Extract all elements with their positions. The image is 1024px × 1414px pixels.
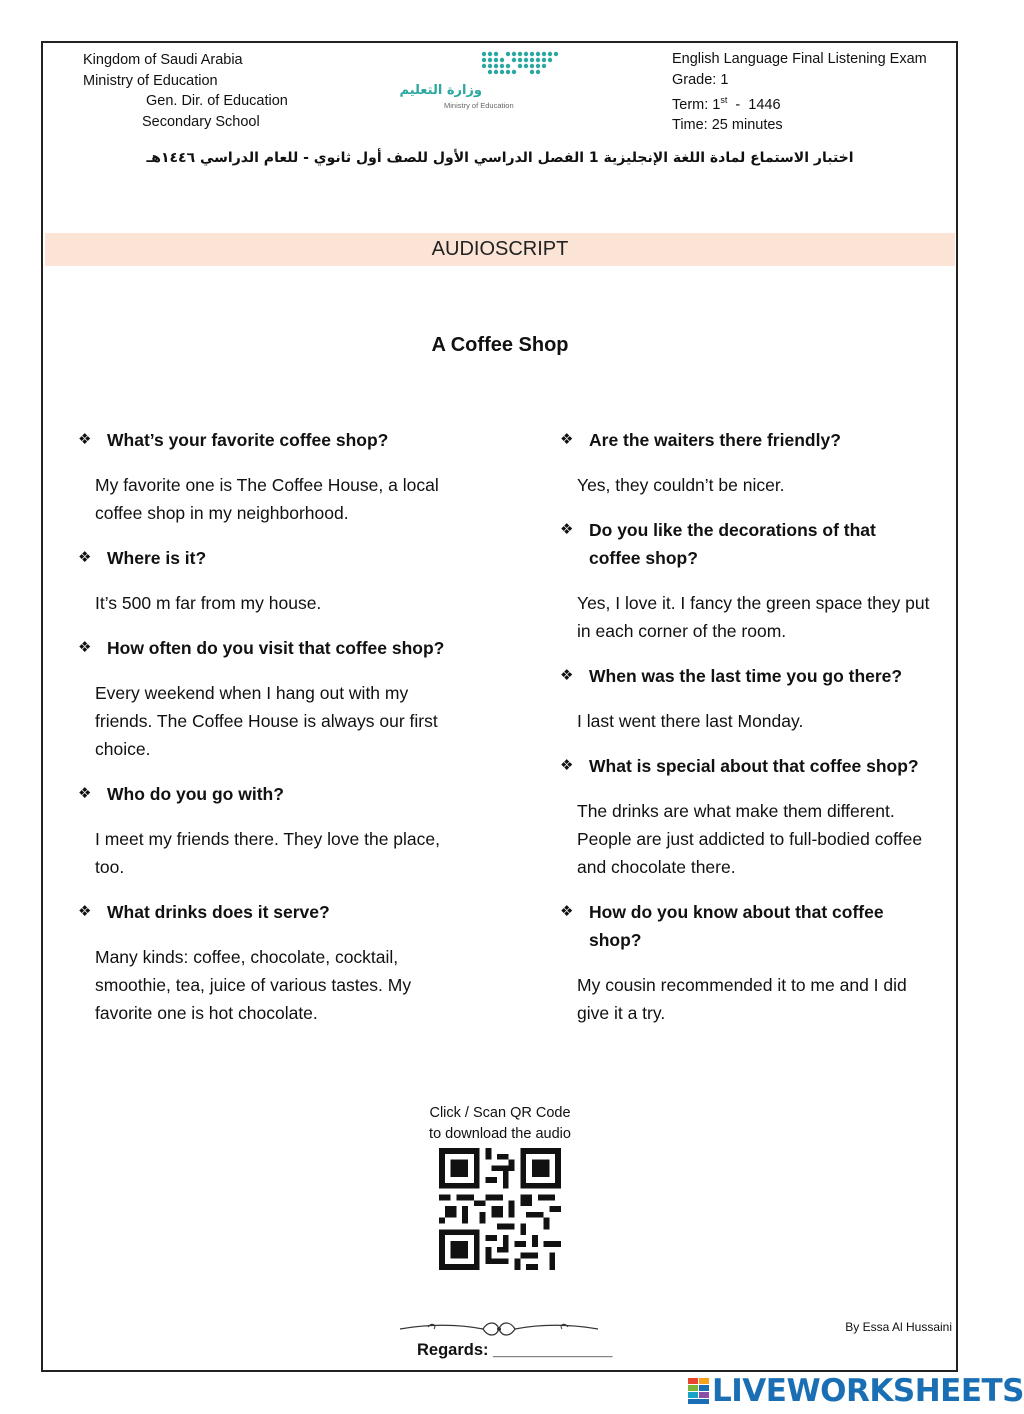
answer: I meet my friends there. They love the place, too. [95,829,440,877]
answer: Many kinds: coffee, chocolate, cocktail, smoothie, tea, juice of various tastes. My favorite one is hot chocolate. [95,947,412,1023]
logo-arabic: وزارة التعليم [399,83,482,98]
answer: My favorite one is The Coffee House, a local coffee shop in my neighborhood. [95,475,439,523]
logo-english: Ministry of Education [444,101,514,110]
question: ❖ Are the waiters there friendly? [560,426,930,454]
diamond-bullet-icon: ❖ [560,521,574,538]
answer: I last went there last Monday. [577,711,804,731]
arabic-exam-title: اختبار الاستماع لمادة اللغة الإنجليزية 1 الفصل الدراسي الأول للصف أول ثانوي - للعام الدراسي ١٤٤٦هـ [146,150,854,166]
answer: Yes, they couldn’t be nicer. [577,475,785,495]
qr-caption: Click / Scan QR Code to download the audio [429,1105,571,1142]
answer: My cousin recommended it to me and I did give it a try. [577,975,907,1023]
diamond-bullet-icon: ❖ [78,431,92,448]
question: ❖ How often do you visit that coffee shop? [78,634,448,662]
question: ❖ Do you like the decorations of that coffee shop? [560,516,930,572]
left-column [78,426,448,1044]
answer: Yes, I love it. I fancy the green space they put in each corner of the room. [577,593,930,641]
header-ministry: Ministry of Education [83,72,218,89]
exam-time: Time: 25 minutes [672,117,783,134]
diamond-bullet-icon: ❖ [560,431,574,448]
author-byline: By Essa Al Hussaini [845,1320,952,1334]
answer: The drinks are what make them different. People are just addicted to full-bodied coffee and chocolate there. [577,801,923,877]
exam-title: English Language Final Listening Exam [672,51,927,67]
question: ❖ What’s your favorite coffee shop? [78,426,448,454]
header-school: Secondary School [142,113,260,130]
liveworksheets-logo-icon [688,1378,710,1404]
question: ❖ How do you know about that coffee shop? [560,898,930,954]
question: ❖ What is special about that coffee shop? [560,752,930,780]
regards-line: Regards: _____________ [417,1341,613,1359]
header-left [83,50,288,132]
diamond-bullet-icon: ❖ [78,785,92,802]
question: ❖ When was the last time you go there? [560,662,930,690]
header-country: Kingdom of Saudi Arabia [83,52,243,68]
exam-grade: Grade: 1 [672,71,729,88]
answer: Every weekend when I hang out with my friends. The Coffee House is always our first choice. [95,683,438,759]
audioscript-band: AUDIOSCRIPT [45,233,955,266]
watermark-text: LIVEWORKSHEETS [712,1373,1024,1409]
answer: It’s 500 m far from my house. [95,593,322,613]
question: ❖ Where is it? [78,544,448,572]
exam-term: Term: 1st - 1446 [672,95,781,113]
decorative-divider-icon [398,1318,600,1340]
diamond-bullet-icon: ❖ [78,903,92,920]
question: ❖ Who do you go with? [78,780,448,808]
page-title: A Coffee Shop [431,334,569,356]
diamond-bullet-icon: ❖ [78,639,92,656]
diamond-bullet-icon: ❖ [78,549,92,566]
liveworksheets-watermark [688,1374,1024,1408]
ministry-logo [399,46,562,116]
right-column [560,426,930,1044]
diamond-bullet-icon: ❖ [560,903,574,920]
diamond-bullet-icon: ❖ [560,757,574,774]
header-directorate: Gen. Dir. of Education [146,93,288,109]
qr-code-icon[interactable] [439,1148,561,1270]
question: ❖ What drinks does it serve? [78,898,448,926]
diamond-bullet-icon: ❖ [560,667,574,684]
header-right [672,49,927,136]
